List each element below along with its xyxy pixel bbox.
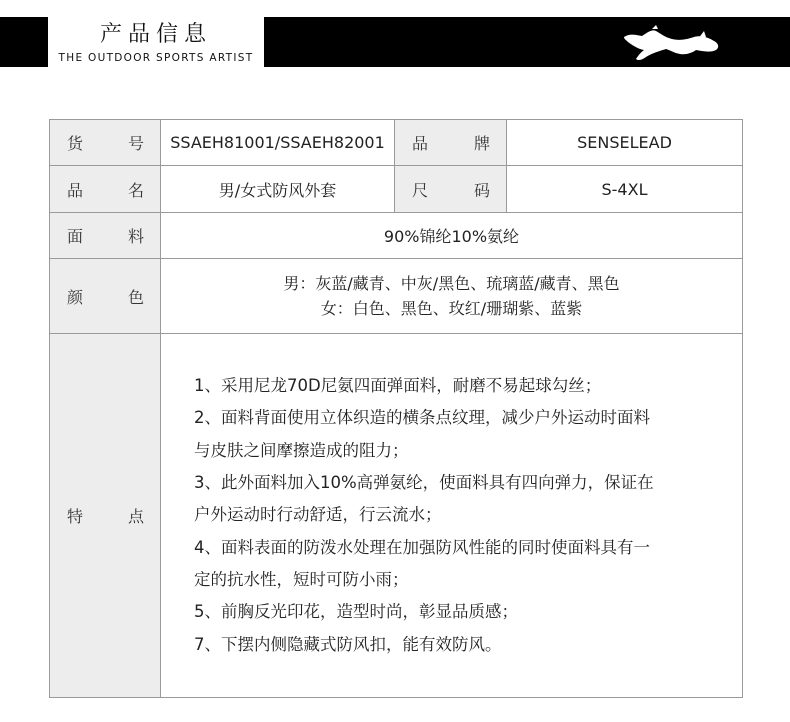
feature-line: 户外运动时行动舒适，行云流水； (194, 505, 442, 525)
feature-line: 1、采用尼龙70D尼氨四面弹面料，耐磨不易起球勾丝； (194, 376, 602, 396)
table-row (50, 259, 743, 334)
color-line: 女：白色、黑色、玫红/珊瑚紫、蓝紫 (320, 299, 583, 318)
feature-list (194, 370, 742, 661)
value-cell: SENSELEAD (507, 120, 743, 166)
table-row (50, 120, 743, 166)
color-line: 男：灰蓝/藏青、中灰/黑色、琉璃蓝/藏青、黑色 (283, 274, 620, 293)
label-cell: 品 牌 (395, 120, 507, 166)
header-banner (0, 17, 790, 67)
brand-logo-icon (622, 23, 722, 63)
value-cell: 男/女式防风外套 (161, 166, 395, 213)
feature-line: 5、前胸反光印花，造型时尚，彰显品质感； (194, 602, 518, 622)
banner-left-bar (0, 17, 48, 67)
feature-line: 与皮肤之间摩擦造成的阻力； (194, 440, 409, 460)
label-cell: 货 号 (50, 120, 161, 166)
table-row (50, 166, 743, 213)
feature-line: 4、面料表面的防泼水处理在加强防风性能的同时使面料具有一 (194, 537, 650, 557)
feature-line: 2、面料背面使用立体织造的横条点纹理，减少户外运动时面料 (194, 408, 650, 428)
spec-table (49, 119, 743, 698)
label-cell: 面 料 (50, 213, 161, 259)
features-cell (161, 334, 743, 698)
feature-line: 7、下摆内侧隐藏式防风扣，能有效防风。 (194, 634, 502, 654)
feature-line: 定的抗水性，短时可防小雨； (194, 569, 409, 589)
label-cell: 颜 色 (50, 259, 161, 334)
page-subtitle: THE OUTDOOR SPORTS ARTIST (58, 52, 254, 64)
label-cell: 特 点 (50, 334, 161, 698)
value-cell: S-4XL (507, 166, 743, 213)
label-cell: 品 名 (50, 166, 161, 213)
value-cell (161, 259, 743, 334)
table-row (50, 334, 743, 698)
value-cell: 90%锦纶10%氨纶 (161, 213, 743, 259)
table-row (50, 213, 743, 259)
feature-line: 3、此外面料加入10%高弹氨纶，使面料具有四向弹力，保证在 (194, 473, 654, 493)
page-title: 产品信息 (99, 22, 212, 47)
value-cell: SSAEH81001/SSAEH82001 (161, 120, 395, 166)
label-cell: 尺 码 (395, 166, 507, 213)
